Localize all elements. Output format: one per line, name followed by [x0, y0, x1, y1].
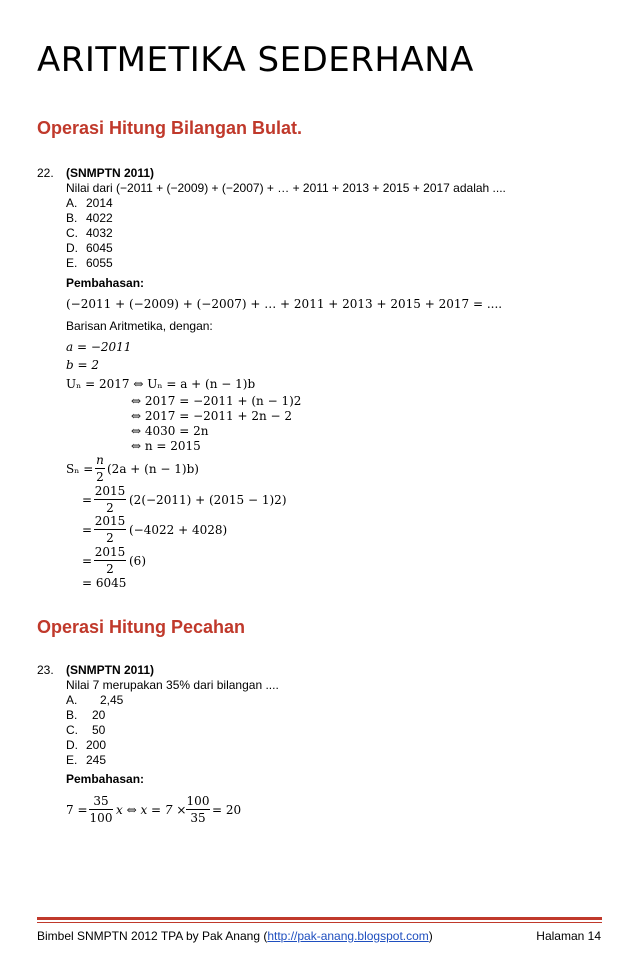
step2-rhs: (−4022 + 4028): [129, 523, 228, 537]
option-a-value: 2,45: [100, 693, 124, 707]
step3-fraction: [94, 545, 126, 576]
solution-23-fraction-1: [89, 794, 113, 825]
step1-rhs: (2(−2011) + (2015 − 1)2): [129, 493, 287, 507]
section-heading-pecahan: Operasi Hitung Pecahan: [37, 617, 246, 637]
solution-23-mid: x ⇔ x = 7 ×: [116, 803, 187, 817]
un-line-3: ⇔ 2017 = −2011 + 2n − 2: [131, 409, 293, 423]
option-c-letter: C.: [66, 723, 78, 737]
question-number-23: 23.: [37, 663, 54, 677]
solution-23-fraction-2-num: 100: [186, 794, 210, 808]
sn-fraction-denominator: 2: [96, 470, 104, 484]
question-number-22: 22.: [37, 166, 54, 180]
solution-23-fraction-1-den: 100: [89, 811, 113, 825]
footer-prefix: Bimbel SNMPTN 2012 TPA by Pak Anang (: [37, 929, 268, 943]
pembahasan-label-22: Pembahasan:: [66, 276, 145, 290]
step1-eq: =: [82, 493, 93, 507]
step1-denominator: 2: [106, 501, 114, 515]
step2-fraction: [94, 514, 126, 545]
option-a-letter: A.: [66, 196, 78, 210]
step2-numerator: 2015: [94, 514, 126, 528]
option-e-letter: E.: [66, 256, 78, 270]
solution-23-fraction-2: [186, 794, 210, 825]
solution-23-rhs: = 20: [212, 803, 242, 817]
step3-numerator: 2015: [94, 545, 126, 559]
sn-lhs: Sₙ =: [66, 462, 94, 476]
sn-rhs: (2a + (n − 1)b): [107, 462, 199, 476]
step3-denominator: 2: [106, 562, 114, 576]
page-title: ARITMETIKA SEDERHANA: [37, 40, 474, 80]
un-line-4: ⇔ 4030 = 2n: [131, 424, 209, 438]
option-e-value: 245: [86, 753, 107, 767]
option-c-letter: C.: [66, 226, 78, 240]
option-a-value: 2014: [86, 196, 113, 210]
option-b-letter: B.: [66, 211, 78, 225]
question-text-22: Nilai dari (−2011 + (−2009) + (−2007) + … + 2011 + 2013 + 2015 + 2017 adalah ....: [66, 181, 506, 195]
step3-eq: =: [82, 554, 93, 568]
value-b: b = 2: [66, 358, 99, 372]
footer-suffix: ): [428, 929, 433, 943]
step1-fraction: [94, 484, 126, 515]
step2-eq: =: [82, 523, 93, 537]
barisan-text: Barisan Aritmetika, dengan:: [66, 319, 213, 333]
option-b-value: 20: [92, 708, 106, 722]
solution-23-fraction-2-den: 35: [190, 811, 206, 825]
sn-fraction: [95, 453, 105, 484]
footer-left: [37, 929, 433, 943]
option-b-value: 4022: [86, 211, 113, 225]
question-source-23: (SNMPTN 2011): [66, 663, 155, 677]
page-number: Halaman 14: [536, 929, 601, 943]
section-heading-bilangan-bulat: Operasi Hitung Bilangan Bulat.: [37, 118, 303, 138]
question-text-23: Nilai 7 merupakan 35% dari bilangan ....: [66, 678, 279, 692]
step1-numerator: 2015: [94, 484, 126, 498]
pembahasan-label-23: Pembahasan:: [66, 772, 145, 786]
option-e-value: 6055: [86, 256, 113, 270]
solution-23-lhs: 7 =: [66, 803, 88, 817]
option-d-value: 6045: [86, 241, 113, 255]
option-c-value: 50: [92, 723, 106, 737]
value-a: a = −2011: [66, 340, 132, 354]
footer-rule: [37, 917, 602, 920]
option-a-letter: A.: [66, 693, 78, 707]
un-line-2: ⇔ 2017 = −2011 + (n − 1)2: [131, 394, 302, 408]
option-b-letter: B.: [66, 708, 78, 722]
option-d-value: 200: [86, 738, 107, 752]
option-c-value: 4032: [86, 226, 113, 240]
footer-link[interactable]: http://pak-anang.blogspot.com: [267, 929, 429, 943]
option-d-letter: D.: [66, 738, 78, 752]
solution-23-fraction-1-num: 35: [93, 794, 109, 808]
step2-denominator: 2: [106, 531, 114, 545]
question-source-22: (SNMPTN 2011): [66, 166, 155, 180]
result-22: = 6045: [82, 576, 127, 590]
sn-fraction-numerator: n: [96, 453, 104, 467]
footer-rule-thin: [37, 922, 602, 923]
expression-22: (−2011 + (−2009) + (−2007) + … + 2011 + 2013 + 2015 + 2017 = ....: [66, 297, 503, 311]
un-line-5: ⇔ n = 2015: [131, 439, 201, 453]
un-line-1: Uₙ = 2017 ⇔ Uₙ = a + (n − 1)b: [66, 377, 256, 391]
option-e-letter: E.: [66, 753, 78, 767]
step3-rhs: (6): [129, 554, 146, 568]
option-d-letter: D.: [66, 241, 78, 255]
